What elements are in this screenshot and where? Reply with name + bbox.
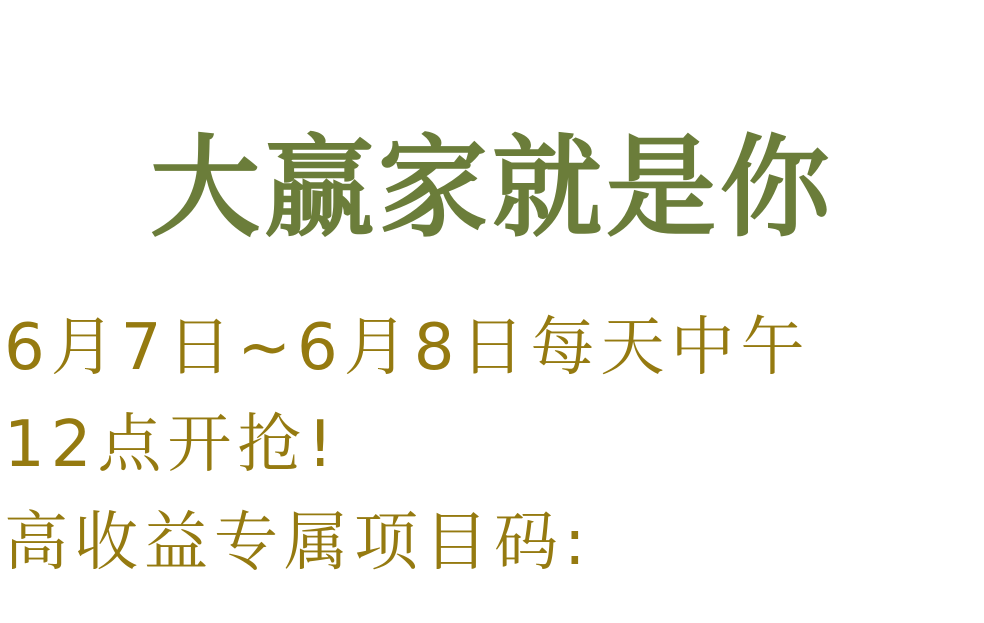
promo-date-line: 6月7日~6月8日每天中午 <box>4 311 811 385</box>
promo-code-label: 高收益专属项目码: <box>4 506 592 580</box>
headline-title: 大赢家就是你 <box>150 124 834 252</box>
promo-time-line: 12点开抢! <box>4 408 340 482</box>
